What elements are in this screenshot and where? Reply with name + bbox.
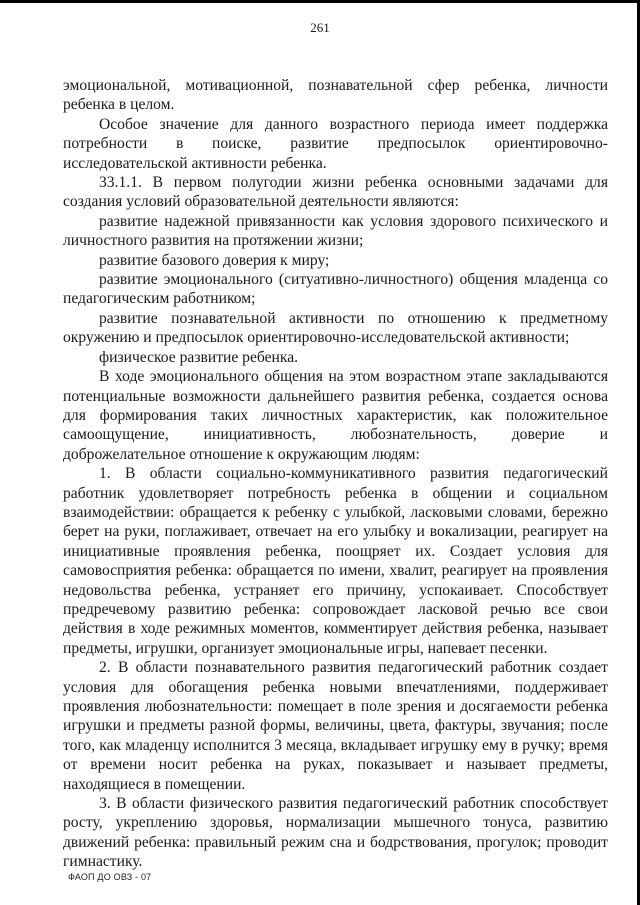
- paragraph-2: Особое значение для данного возрастного периода имеет поддержка потребности в поиске, развитие предпосылок ориентировочно-исследовательской активности ребенка.: [63, 115, 608, 172]
- paragraph-3: 33.1.1. В первом полугодии жизни ребенка основными задачами для создания условий образовательной деятельности являются:: [63, 174, 608, 211]
- task-item-1: развитие надежной привязанности как условия здорового психического и личностного развития на протяжении жизни;: [63, 212, 608, 250]
- paragraph-social-communicative: 1. В области социально-коммуникативного развития педагогический работник удовлетворяет потребность ребенка в общении и социальном взаимодействии: обращается к ребенку с улыбкой, ласковыми словами, бережно берет на руки, поглаживает, отвечает на его улыбку и вокализации, реагирует на инициативные проявления ребенка, поощряет их. Создает условия для самовосприятия ребенка: обращается по имени, хвалит, реагирует на проявления недовольства ребенка, устраняет его причину, успокаивает. Способствует предречевому развитию ребенка: сопровождает ласковой речью все свои действия в ходе режимных моментов, комментирует действия ребенка, называет предметы, игрушки, организует эмоциональные игры, напевает песенки.: [63, 465, 608, 657]
- scan-border-top: [0, 0, 640, 3]
- paragraph-1: эмоциональной, мотивационной, познавательной сфер ребенка, личности ребенка в целом.: [63, 77, 608, 114]
- task-item-3: развитие эмоционального (ситуативно-личностного) общения младенца со педагогическим работником;: [63, 271, 608, 308]
- paragraph-emotional-communication: В ходе эмоционального общения на этом возрастном этапе закладываются потенциальные возможности дальнейшего развития ребенка, создается основа для формирования таких личностных характеристик, как положительное самоощущение, инициативность, любознательность, доверие и доброжелательное отношение к окружающим людям:: [63, 368, 608, 463]
- paragraph-cognitive: 2. В области познавательного развития педагогический работник создает условия для обогащения ребенка новыми впечатлениями, поддерживает проявления любознательности: помещает в поле зрения и досягаемости ребенка игрушки и предметы разной формы, величины, цвета, фактуры, звучания; после того, как младенцу исполнится 3 месяца, вкладывает игрушку ему в ручку; время от времени носит ребенка на руках, показывает и называет предметы, находящиеся в помещении.: [63, 659, 608, 793]
- task-item-2: развитие базового доверия к миру;: [99, 251, 330, 269]
- task-item-5: физическое развитие ребенка.: [99, 348, 299, 366]
- footer-document-code: ФАОП ДО ОВЗ - 07: [68, 872, 152, 882]
- task-item-4: развитие познавательной активности по отношению к предметному окружению и предпосылок ориентировочно-исследовательской активности;: [63, 309, 608, 347]
- document-body: [63, 76, 608, 872]
- paragraph-physical: 3. В области физического развития педагогический работник способствует росту, укреплению здоровья, нормализации мышечного тонуса, развитию движений ребенка: правильный режим сна и бодрствования, прогулок; проводит гимнастику.: [63, 795, 608, 871]
- page-number: 261: [310, 20, 330, 35]
